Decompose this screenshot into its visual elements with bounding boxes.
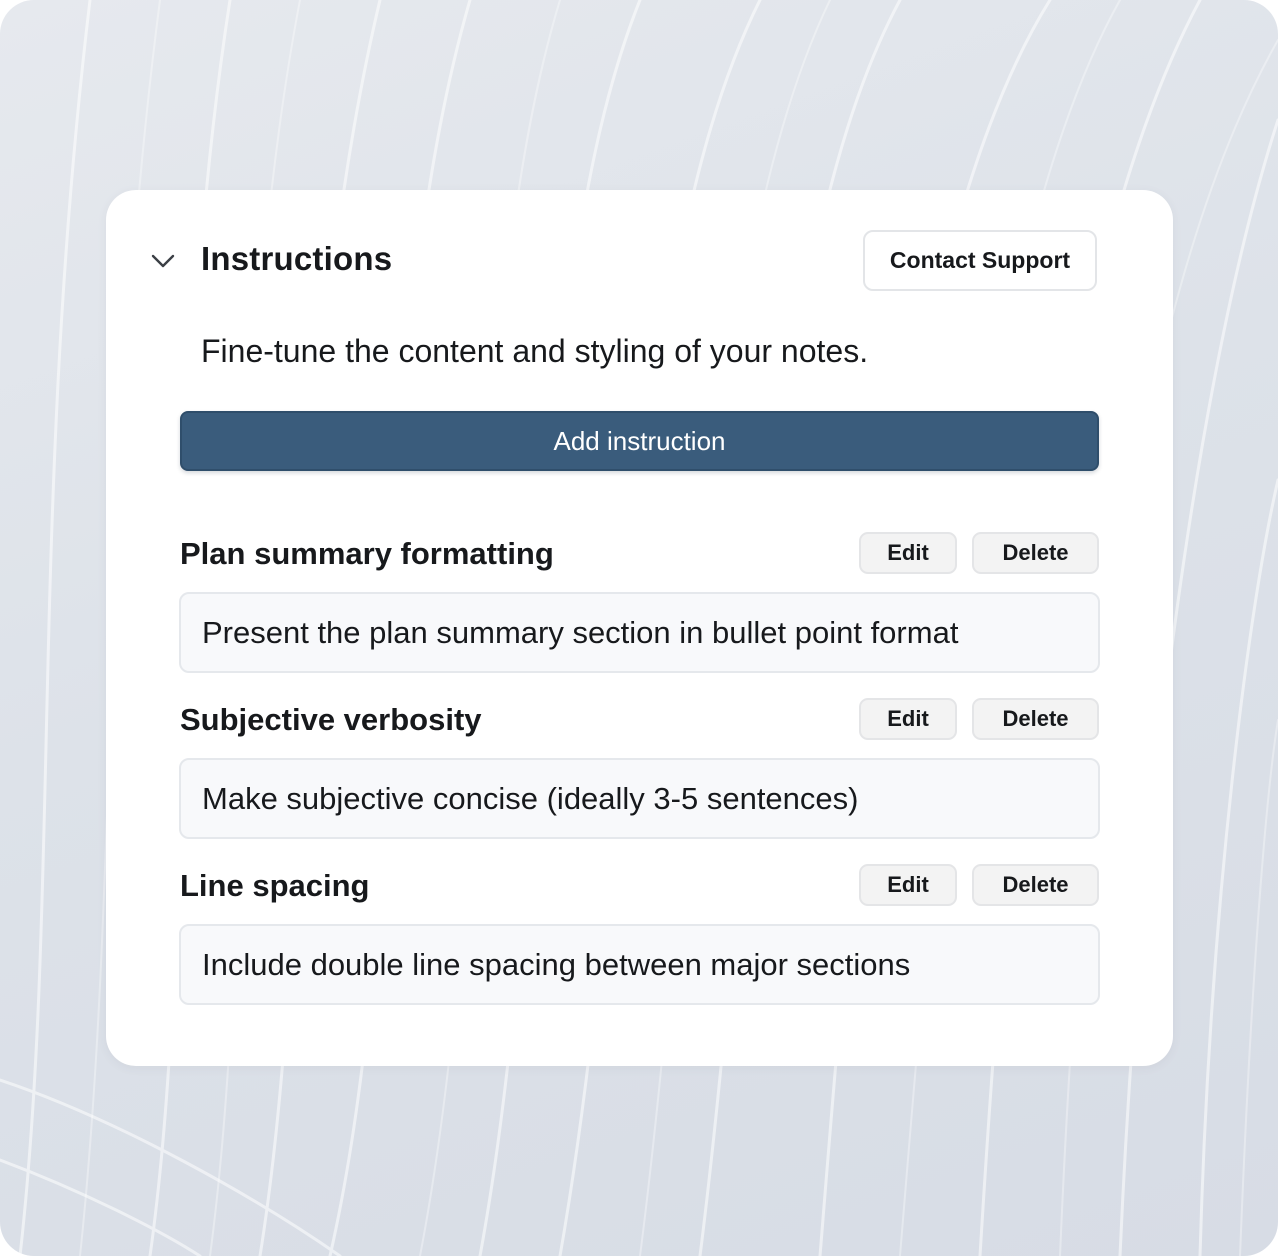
instruction-title: Line spacing [180, 868, 370, 903]
instruction-title: Subjective verbosity [180, 702, 482, 737]
chevron-down-icon[interactable] [150, 248, 176, 274]
delete-button[interactable]: Delete [972, 698, 1099, 740]
instruction-text[interactable]: Include double line spacing between major sections [179, 924, 1100, 1005]
instructions-panel [106, 190, 1173, 1066]
contact-support-button[interactable]: Contact Support [863, 230, 1097, 291]
add-instruction-button[interactable]: Add instruction [180, 411, 1099, 471]
edit-button[interactable]: Edit [859, 864, 957, 906]
instruction-text[interactable]: Present the plan summary section in bullet point format [179, 592, 1100, 673]
panel-description: Fine-tune the content and styling of your notes. [201, 333, 869, 369]
delete-button[interactable]: Delete [972, 532, 1099, 574]
edit-button[interactable]: Edit [859, 532, 957, 574]
panel-title: Instructions [201, 240, 393, 277]
delete-button[interactable]: Delete [972, 864, 1099, 906]
instruction-title: Plan summary formatting [180, 536, 554, 571]
instruction-text[interactable]: Make subjective concise (ideally 3-5 sentences) [179, 758, 1100, 839]
edit-button[interactable]: Edit [859, 698, 957, 740]
